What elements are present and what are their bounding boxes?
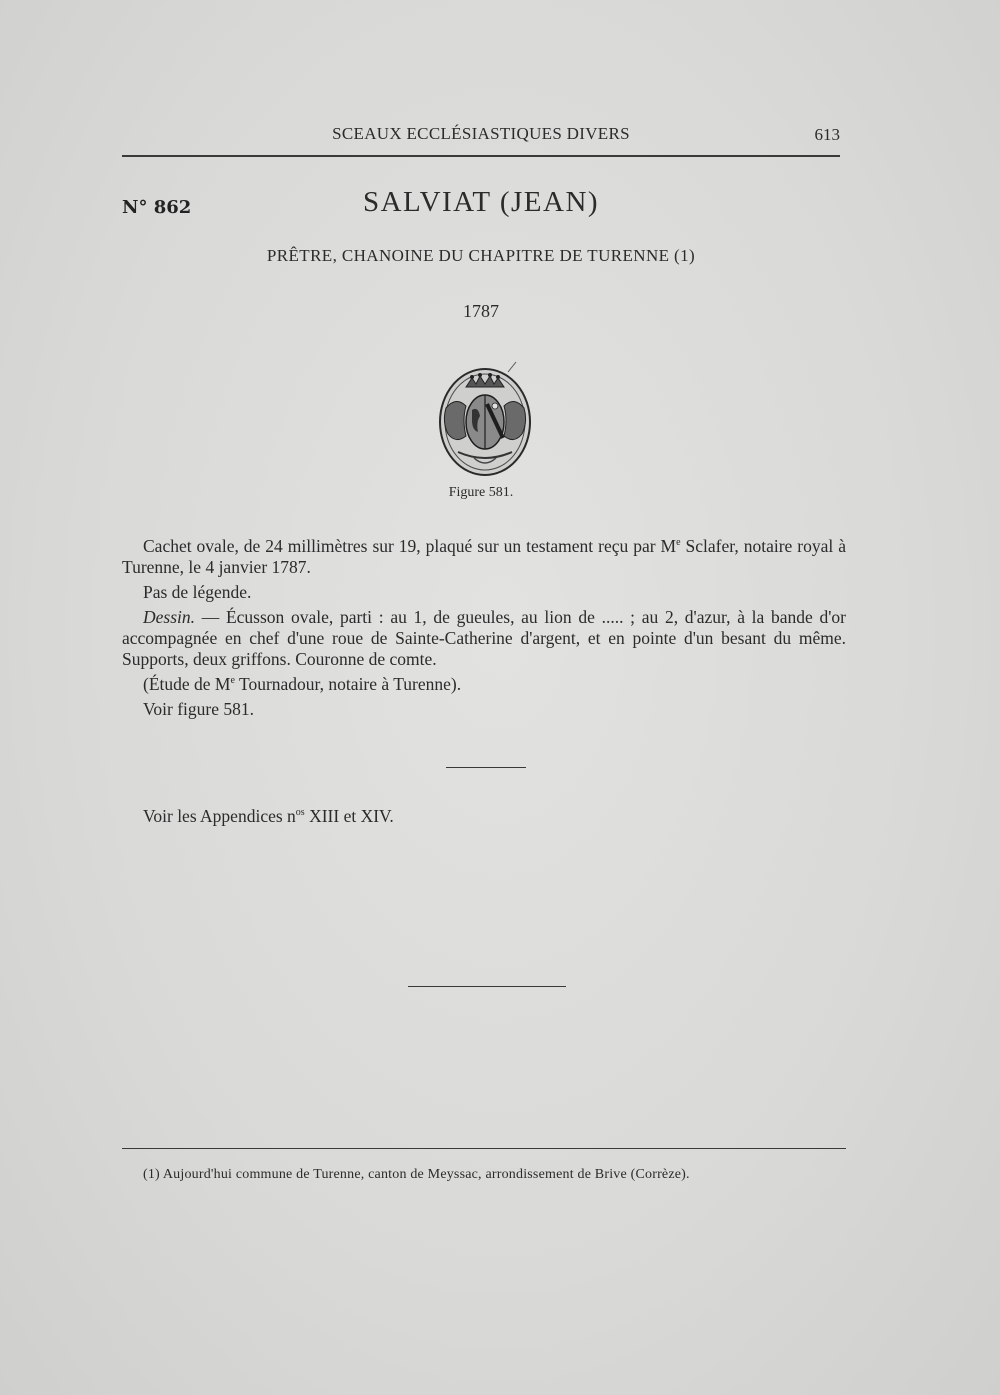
paragraph-etude (122, 674, 846, 695)
entry-date: 1787 (463, 301, 499, 321)
appendix-text-rest: XIII et XIV. (304, 806, 394, 826)
paragraph-seal-description (122, 536, 846, 578)
appendix-text: Voir les Appendices n (143, 806, 296, 826)
paragraph-appendices (122, 806, 846, 827)
paragraph-dessin (122, 607, 846, 670)
header-rule (122, 155, 840, 157)
running-title: SCEAUX ECCLÉSIASTIQUES DIVERS (332, 124, 630, 143)
footnote: (1) Aujourd'hui commune de Turenne, canton de Meyssac, arrondissement de Brive (Corrèze). (143, 1167, 690, 1182)
section-divider (446, 767, 526, 768)
paragraph-voir-figure: Voir figure 581. (143, 699, 254, 719)
dessin-label: Dessin. (143, 607, 196, 627)
p4-text-rest: Tournadour, notaire à Turenne). (234, 674, 462, 694)
entry-title: SALVIAT (JEAN) (362, 186, 600, 218)
entry-subtitle: PRÊTRE, CHANOINE DU CHAPITRE DE TURENNE (1) (266, 246, 696, 265)
figure-caption: Figure 581. (448, 485, 514, 500)
p4-text: (Étude de M (143, 674, 231, 694)
dessin-text: — Écusson ovale, parti : au 1, de gueules, au lion de ..... ; au 2, d'azur, à la bande d'or accompagnée en chef d'une roue de Sainte-Catherine d'argent, et en pointe d'un besant du même. Supports, deux griffons. Couronne de comte. (122, 607, 846, 669)
appendix-block (122, 806, 846, 827)
oval-seal-icon (432, 360, 542, 478)
entry-number: N° 862 (122, 197, 192, 218)
p4-superscript: e (230, 675, 235, 687)
running-head (122, 124, 840, 146)
p1-text-rest: Sclafer, notaire royal à Turenne, le 4 janvier 1787. (122, 536, 846, 577)
page-number: 613 (814, 125, 840, 144)
description-block (122, 536, 846, 720)
paragraph-legend: Pas de légende. (143, 582, 252, 602)
p1-superscript: e (676, 537, 681, 549)
footnote-rule (122, 1148, 846, 1149)
appendix-superscript: os (295, 807, 305, 819)
end-rule (408, 986, 566, 987)
p1-text: Cachet ovale, de 24 millimètres sur 19, plaqué sur un testament reçu par M (143, 536, 677, 556)
